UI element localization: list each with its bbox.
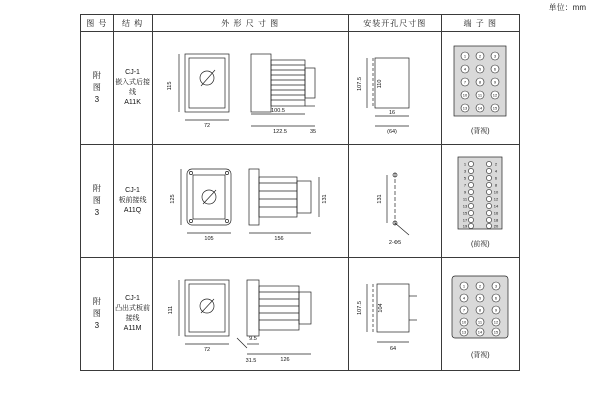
row2-term-r20: 20 (494, 223, 499, 229)
row2-term-l13: 13 (463, 203, 468, 209)
row3-dim-72: 72 (204, 347, 211, 353)
row3-dim-9-5: 9.5 (249, 336, 258, 342)
row2-no-line3: 3 (94, 208, 100, 217)
row3-structure (113, 258, 152, 371)
table-header-row (81, 15, 520, 32)
row1-term-7: 7 (464, 79, 467, 85)
row1-hole-dim-16: 16 (388, 110, 395, 116)
row2-no-line2: 图 (92, 196, 101, 205)
row1-dim-122-5: 122.5 (273, 129, 288, 135)
row3-term-15: 15 (494, 329, 499, 335)
row2-drawing-no (81, 145, 114, 258)
header-drawing-no: 图 号 (81, 15, 114, 32)
row2-term-l17: 17 (463, 217, 468, 223)
row2-term-r18: 18 (494, 217, 499, 223)
row1-terminal-svg (444, 40, 516, 124)
row3-term-7: 7 (463, 307, 466, 313)
row3-hole-dim-104: 104 (377, 303, 384, 313)
row2-outline-svg (155, 147, 345, 255)
row2-term-l11: 11 (463, 196, 468, 202)
row2-term-r6: 6 (495, 175, 498, 181)
row1-term-6: 6 (494, 66, 497, 72)
row3-terminal-svg (444, 268, 516, 348)
row3-term-6: 6 (495, 295, 498, 301)
row2-structure (113, 145, 152, 258)
row2-term-l3: 3 (464, 168, 467, 174)
row2-hole-dim-2phi5: 2-Φ5 (388, 240, 401, 246)
row3-term-9: 9 (495, 307, 498, 313)
row2-dim-125: 125 (170, 194, 177, 204)
row2-terminal-diagram (441, 145, 519, 258)
row3-term-12: 12 (494, 319, 499, 325)
row2-term-r14: 14 (494, 203, 499, 209)
row1-dim-72: 72 (204, 123, 211, 129)
row1-hole-dim-64: (64) (386, 129, 397, 135)
row1-outline-drawing (152, 32, 348, 145)
row3-term-5: 5 (479, 295, 482, 301)
row1-outline-svg (155, 34, 345, 142)
row2-term-r16: 16 (494, 210, 499, 216)
row3-term-13: 13 (462, 329, 467, 335)
row3-desc: 凸出式板前接线 (115, 304, 151, 322)
row3-code: A11M (123, 325, 142, 333)
row1-no-line1: 附 (92, 71, 101, 80)
row3-no-line3: 3 (94, 321, 100, 330)
row2-dim-105: 105 (204, 236, 214, 242)
row2-term-l19: 19 (463, 223, 468, 229)
row1-desc: 嵌入式后接线 (115, 78, 151, 96)
header-structure: 结 构 (113, 15, 152, 32)
row2-term-r8: 8 (495, 182, 498, 188)
row1-drawing-no (81, 32, 114, 145)
row2-no-line1: 附 (92, 184, 101, 193)
row1-term-14: 14 (478, 105, 483, 111)
row2-term-l5: 5 (464, 175, 467, 181)
row3-term-11: 11 (478, 319, 483, 325)
row1-hole-svg (351, 36, 439, 140)
header-outline-dimensions: 外 形 尺 寸 图 (152, 15, 348, 32)
row1-code: A11K (124, 99, 141, 107)
row2-outline-drawing (152, 145, 348, 258)
row3-hole-svg (351, 262, 439, 366)
header-terminal-diagram: 端 子 图 (441, 15, 519, 32)
row1-structure (113, 32, 152, 145)
row3-term-14: 14 (478, 329, 483, 335)
row3-model: CJ-1 (125, 294, 140, 302)
row2-term-l9: 9 (464, 189, 467, 195)
row1-term-5: 5 (479, 66, 482, 72)
row1-hole-drawing (348, 32, 441, 145)
row2-terminal-caption: (前视) (470, 241, 490, 248)
row3-hole-dim-64: 64 (389, 346, 396, 352)
row2-term-r10: 10 (494, 189, 499, 195)
row3-hole-dim-107-5: 107.5 (356, 301, 363, 315)
row1-term-1: 1 (464, 53, 467, 59)
row2-term-l15: 15 (463, 210, 468, 216)
row2-term-r2: 2 (495, 161, 498, 167)
row3-outline-drawing (152, 258, 348, 371)
row2-term-r4: 4 (495, 168, 498, 174)
row1-term-13: 13 (463, 105, 468, 111)
row1-hole-dim-110: 110 (376, 79, 383, 89)
row3-terminal-diagram (441, 258, 519, 371)
row1-term-9: 9 (494, 79, 497, 85)
row2-desc: 板前接线 (118, 196, 147, 204)
row1-term-4: 4 (464, 66, 467, 72)
row3-dim-126: 126 (280, 357, 290, 363)
row1-terminal-caption: (背视) (470, 128, 490, 135)
row2-model: CJ-1 (125, 186, 140, 194)
row2-dim-131: 131 (322, 194, 329, 204)
row1-term-12: 12 (493, 92, 498, 98)
row3-term-8: 8 (479, 307, 482, 313)
row1-term-15: 15 (493, 105, 498, 111)
row1-term-10: 10 (463, 92, 468, 98)
table-row (81, 32, 520, 145)
row3-dim-31-5: 31.5 (245, 358, 257, 364)
row3-term-3: 3 (495, 283, 498, 289)
row3-no-line1: 附 (92, 297, 101, 306)
table-row (81, 145, 520, 258)
row3-term-1: 1 (463, 283, 466, 289)
row3-dim-111: 111 (168, 305, 175, 315)
row2-code: A11Q (123, 207, 142, 215)
row3-terminal-caption: (背视) (470, 352, 490, 359)
row2-hole-svg (351, 149, 439, 253)
row2-term-r12: 12 (494, 196, 499, 202)
row1-dim-100-5: 100.5 (271, 108, 286, 114)
row3-hole-drawing (348, 258, 441, 371)
specification-table (80, 14, 520, 371)
row3-term-2: 2 (479, 283, 482, 289)
row3-no-line2: 图 (92, 309, 101, 318)
row1-no-line3: 3 (94, 95, 100, 104)
row1-dim-35: 35 (310, 129, 317, 135)
row3-term-4: 4 (463, 295, 466, 301)
row1-model: CJ-1 (125, 68, 140, 76)
row1-terminal-diagram (441, 32, 519, 145)
row1-term-2: 2 (479, 53, 482, 59)
table-row (81, 258, 520, 371)
row2-term-l7: 7 (464, 182, 467, 188)
row3-term-10: 10 (462, 319, 467, 325)
header-mounting-hole: 安装开孔尺寸图 (348, 15, 441, 32)
unit-note: 单位：mm (548, 3, 586, 12)
row3-outline-svg (155, 260, 345, 368)
row3-drawing-no (81, 258, 114, 371)
row1-no-line2: 图 (92, 83, 101, 92)
row2-terminal-svg (444, 153, 516, 237)
row1-hole-dim-107-5: 107.5 (356, 77, 363, 91)
row2-term-l1: 1 (464, 161, 467, 167)
row2-dim-156: 156 (274, 236, 284, 242)
row2-hole-drawing (348, 145, 441, 258)
row1-term-11: 11 (478, 92, 483, 98)
row2-hole-dim-131: 131 (376, 194, 383, 204)
row1-term-3: 3 (494, 53, 497, 59)
row1-term-8: 8 (479, 79, 482, 85)
row1-dim-115: 115 (167, 81, 174, 91)
